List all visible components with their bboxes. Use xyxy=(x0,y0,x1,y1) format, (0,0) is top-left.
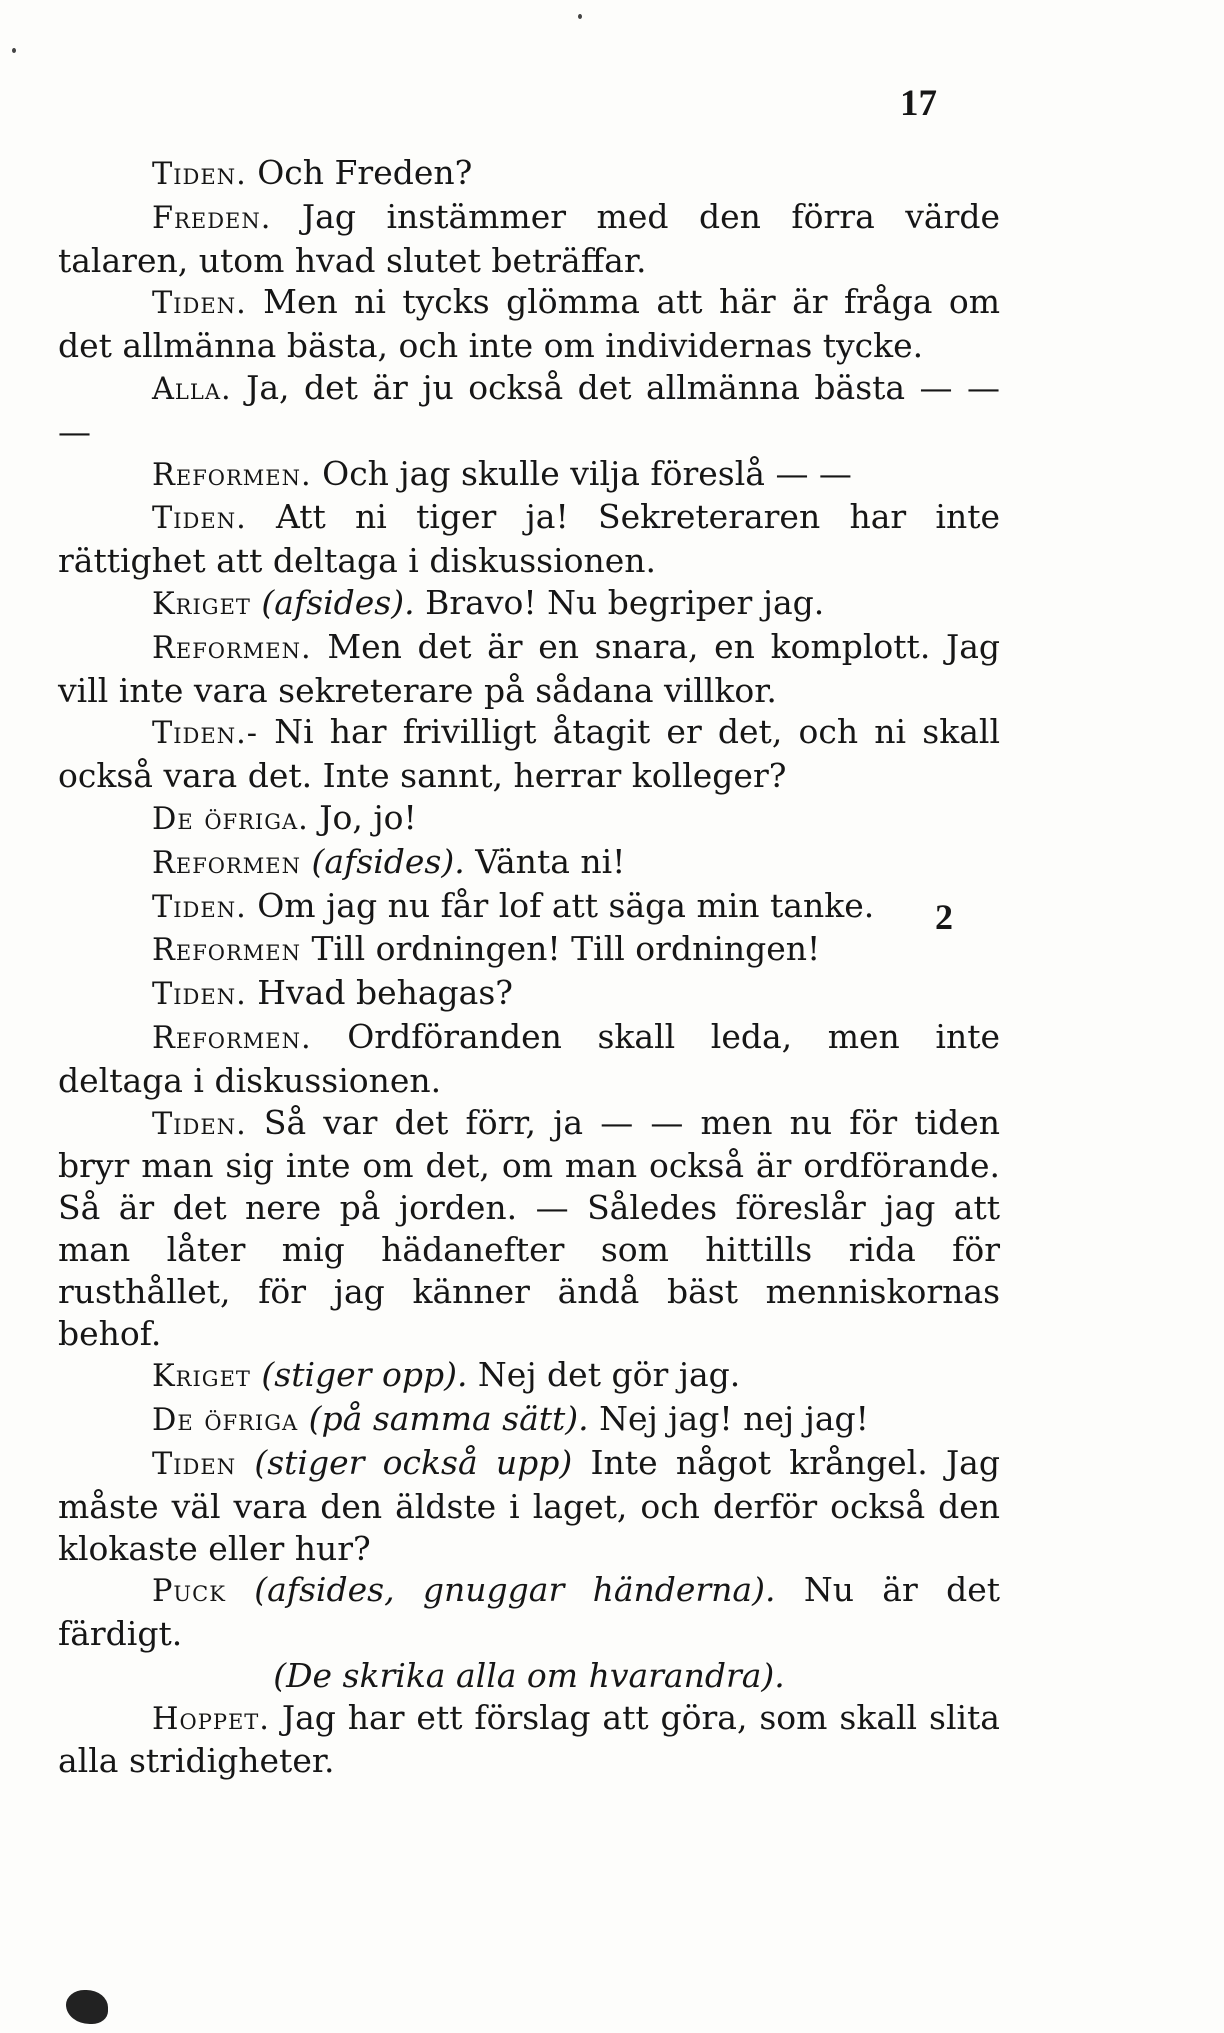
dialogue-line xyxy=(58,453,1000,497)
stage-direction: (stiger också upp) xyxy=(254,1442,573,1482)
speaker-name: Alla. xyxy=(152,371,232,407)
dialogue-line xyxy=(58,1569,1000,1655)
line-text: Men ni tycks glömma att här är fråga om det allmänna bästa, och inte om individernas tycke. xyxy=(58,282,1000,366)
speaker-name: Tiden. xyxy=(152,157,247,192)
dialogue-line xyxy=(58,1442,1000,1569)
dialogue-line xyxy=(58,797,1000,841)
speaker-name: Freden. xyxy=(152,200,272,236)
line-text: Ni har frivilligt åtagit er det, och ni skall också vara det. Inte sannt, herrar kolleger? xyxy=(58,712,1000,796)
speaker-name: Reformen xyxy=(152,933,301,969)
line-text: Jag instämmer med den förra värde talaren, utom hvad slutet beträffar. xyxy=(58,196,1000,280)
line-text: Nej det gör jag. xyxy=(467,1355,741,1395)
dialogue-line xyxy=(58,1102,1000,1355)
line-text: Och Freden? xyxy=(246,153,473,192)
speaker-name: Tiden. xyxy=(152,889,247,925)
stage-direction: (stiger opp). xyxy=(261,1355,468,1395)
speaker-name: De öfriga. xyxy=(152,801,309,837)
line-text: Hvad behagas? xyxy=(246,973,513,1013)
line-text: Om jag nu får lof att säga min tanke. xyxy=(246,885,875,925)
dialogue-line xyxy=(58,626,1000,712)
dialogue-line xyxy=(58,841,1000,885)
speaker-name: Kriget xyxy=(152,1359,251,1395)
stage-direction: (på samma sätt). xyxy=(308,1399,589,1439)
line-text: Att ni tiger ja! Sekreteraren har inte rättighet att deltaga i diskussionen. xyxy=(58,497,1000,581)
dialogue-line xyxy=(58,711,1000,797)
paper-fleck xyxy=(578,14,582,19)
stage-direction-line xyxy=(58,1655,1000,1697)
speaker-name: Reformen. xyxy=(152,630,312,666)
line-text: Ja, det är ju också det allmänna bästa — — — xyxy=(58,367,1000,451)
dialogue-line xyxy=(58,582,1000,626)
dialogue-line xyxy=(58,885,1000,929)
dialogue-line xyxy=(58,972,1000,1016)
speaker-name: Tiden. xyxy=(152,1106,247,1142)
speaker-name: Hoppet. xyxy=(152,1701,270,1737)
dialogue-line xyxy=(58,928,1000,972)
speaker-name: Tiden. xyxy=(152,501,247,537)
line-text: Och jag skulle vilja föreslå — — xyxy=(311,453,852,493)
speaker-name: Kriget xyxy=(152,586,251,622)
play-text xyxy=(58,152,1000,1782)
speaker-name: Puck xyxy=(152,1574,226,1610)
stage-direction: (afsides, gnuggar händerna). xyxy=(254,1570,776,1610)
line-text: Bravo! Nu begriper jag. xyxy=(414,582,825,622)
line-text: Jag har ett förslag att göra, som skall slita alla stridigheter. xyxy=(58,1697,1000,1781)
line-text: Men det är en snara, en komplott. Jag vill inte vara sekreterare på sådana villkor. xyxy=(58,626,1000,710)
speaker-name: Reformen. xyxy=(152,457,312,493)
dialogue-line xyxy=(58,1398,1000,1442)
speaker-name: Tiden.- xyxy=(152,716,258,752)
dialogue-line xyxy=(58,281,1000,367)
speaker-name: De öfriga xyxy=(152,1403,299,1439)
line-text: Nu är det färdigt. xyxy=(58,1570,1000,1654)
line-text: Jo, jo! xyxy=(308,797,417,837)
dialogue-line xyxy=(58,196,1000,282)
stage-direction: (afsides). xyxy=(311,841,465,881)
line-text: Vänta ni! xyxy=(464,841,626,881)
line-text: Till ordningen! Till ordningen! xyxy=(301,929,821,969)
page-number: 17 xyxy=(900,83,937,124)
line-text: Ordföranden skall leda, men inte deltaga i diskussionen. xyxy=(58,1016,1000,1100)
speaker-name: Reformen. xyxy=(152,1020,312,1056)
dialogue-line xyxy=(58,1697,1000,1783)
paper-fleck xyxy=(12,48,16,53)
speaker-name: Tiden xyxy=(152,1446,237,1482)
speaker-name: Tiden. xyxy=(152,286,247,322)
speaker-name: Reformen xyxy=(152,845,301,881)
line-text: Inte något krångel. Jag måste väl vara den äldste i laget, och derför också den klokaste eller hur? xyxy=(58,1442,1000,1568)
dialogue-line xyxy=(58,152,1000,196)
ink-blot-mark xyxy=(66,1990,108,2024)
dialogue-line xyxy=(58,367,1000,453)
stage-direction: (afsides). xyxy=(261,582,415,622)
line-text: Nej jag! nej jag! xyxy=(588,1399,869,1439)
dialogue-line xyxy=(58,1354,1000,1398)
signature-mark: 2 xyxy=(935,897,953,937)
stage-direction: (De skrika alla om hvarandra). xyxy=(273,1655,785,1695)
line-text: Så var det förr, ja — — men nu för tiden bryr man sig inte om det, om man också är ordförande. Så är det nere på jorden. — Således föreslår jag att man låter mig hädanefter som hittills rida för rusthållet, för jag känner ändå bäst menniskornas behof. xyxy=(58,1102,1000,1353)
speaker-name: Tiden. xyxy=(152,977,247,1013)
dialogue-line xyxy=(58,496,1000,582)
dialogue-line xyxy=(58,1016,1000,1102)
